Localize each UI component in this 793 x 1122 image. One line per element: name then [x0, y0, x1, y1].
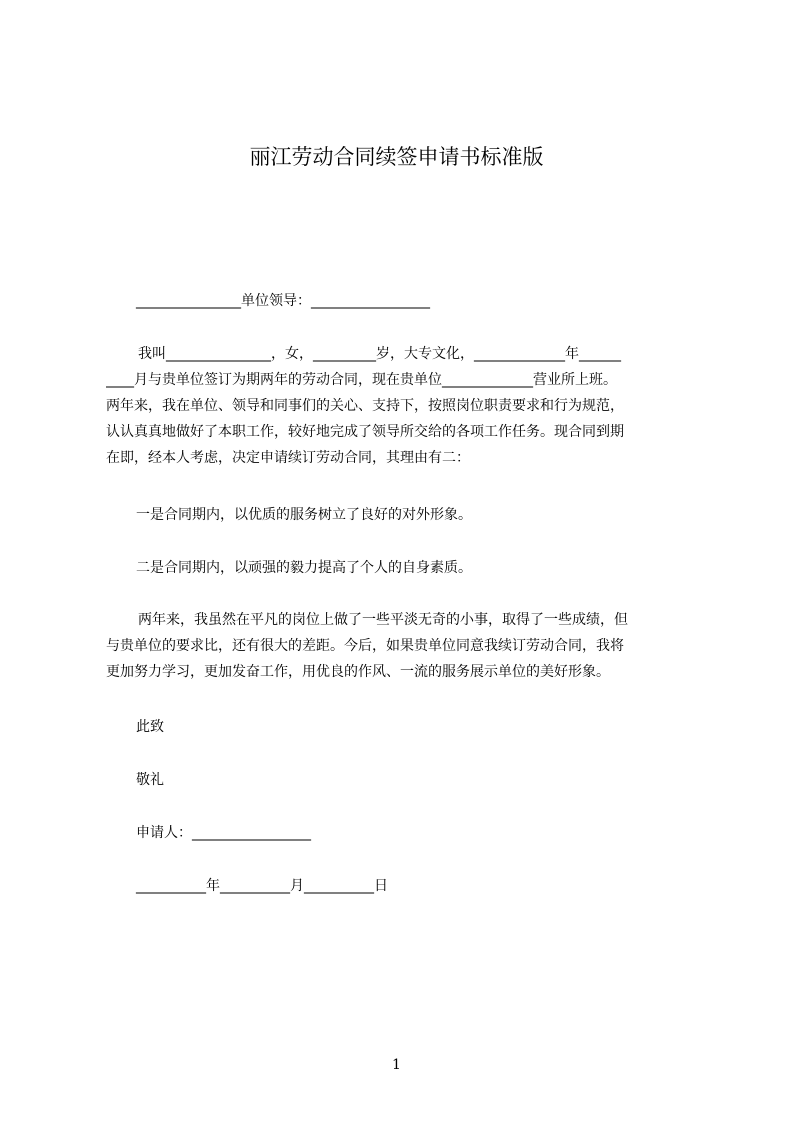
paragraph-line: 在即，经本人考虑，决定申请续订劳动合同，其理由有二：: [106, 450, 470, 466]
closing-ci-zhi: 此致: [136, 719, 164, 735]
paragraph-line: 两年来，我在单位、领导和同事们的关心、支持下，按照岗位职责要求和行为规范，: [106, 398, 624, 414]
paragraph-line: 我叫_______________，女，_________岁，大专文化，_____________年______: [138, 346, 621, 362]
paragraph-line: ____月与贵单位签订为期两年的劳动合同，现在贵单位_____________营业所上班。: [106, 372, 617, 388]
document-title: 丽江劳动合同续签申请书标准版: [249, 145, 544, 169]
applicant-line: 申请人：_________________: [136, 825, 311, 841]
reason-one: 一是合同期内，以优质的服务树立了良好的对外形象。: [136, 507, 472, 523]
paragraph-line: 与贵单位的要求比，还有很大的差距。今后，如果贵单位同意我续订劳动合同，我将: [106, 638, 624, 654]
paragraph-line: 更加努力学习，更加发奋工作，用优良的作风、一流的服务展示单位的美好形象。: [106, 664, 610, 680]
body-paragraph-2: [106, 607, 698, 685]
paragraph-line: 认认真真地做好了本职工作，较好地完成了领导所交给的各项工作任务。现合同到期: [106, 424, 624, 440]
salutation-line: _______________单位领导：_________________: [136, 293, 430, 309]
page-number: 1: [392, 1057, 401, 1073]
date-line: __________年__________月__________日: [136, 878, 388, 894]
reason-two: 二是合同期内，以顽强的毅力提高了个人的自身素质。: [136, 560, 472, 576]
paragraph-line: 两年来，我虽然在平凡的岗位上做了一些平淡无奇的小事，取得了一些成绩，但: [138, 612, 628, 628]
body-paragraph-1: [106, 341, 698, 471]
closing-jing-li: 敬礼: [136, 772, 164, 788]
